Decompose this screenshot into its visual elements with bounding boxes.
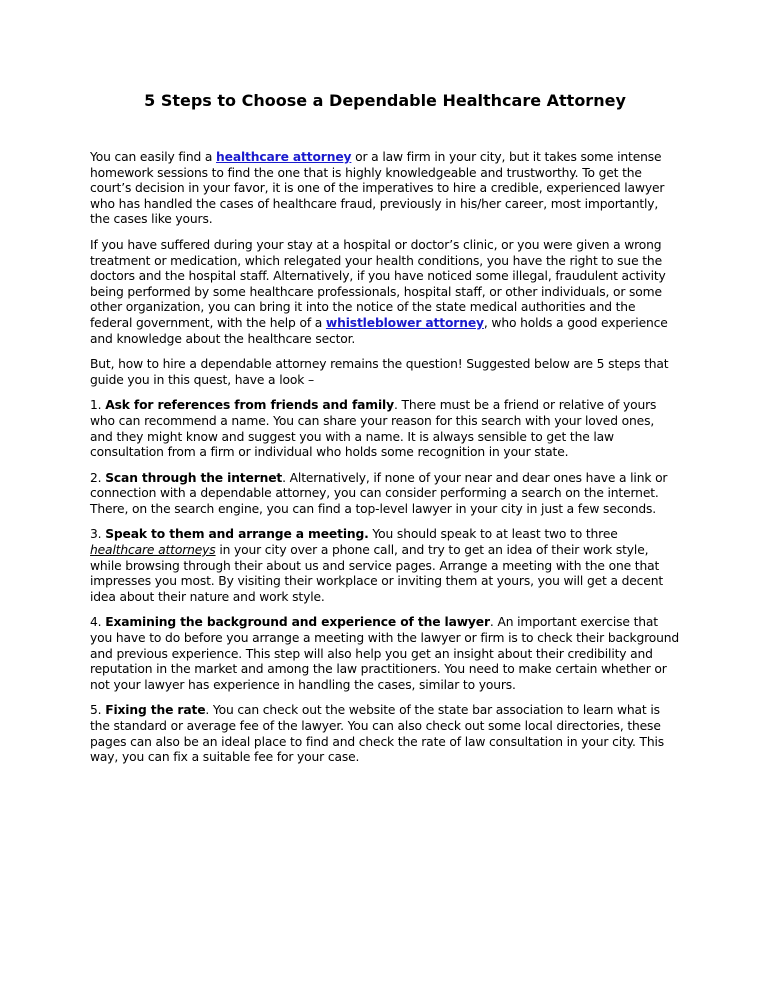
paragraph-text: or a law firm in your city, but it takes some intense homework sessions to find the one that is highly knowledgeable and trustworthy. To get the court’s decision in your favor, it is one of the imperatives to hire a credible, experienced lawyer who has handled the cases of healthcare fraud, previously in his/her career, most importantly, the cases like yours.	[90, 150, 665, 227]
step-heading: Ask for references from friends and family	[105, 398, 394, 413]
step-body: . An important exercise that you have to do before you arrange a meeting with the lawyer or firm is to check their background and previous experience. This step will also help you get an insight about their credibility and reputation in the market and among the law practitioners. You need to make certain whether or not your lawyer has experience in handling the cases, similar to yours.	[90, 615, 680, 692]
step-heading: Scan through the internet	[105, 470, 283, 485]
step-body: . There must be a friend or relative of yours who can recommend a name. You can share your reason for this search with your loved ones, and they might know and suggest you with a name. It is always sensible to get the law consultation from a firm or individual who holds some recognition in your state.	[90, 398, 657, 460]
healthcare-attorney-link[interactable]: healthcare attorney	[216, 150, 352, 164]
document-title: 5 Steps to Choose a Dependable Healthcare Attorney	[144, 91, 626, 110]
step-body: . Alternatively, if none of your near and dear ones have a link or connection with a dependable attorney, you can consider performing a search on the internet. There, on the search engine, you can find a top-level lawyer in your city in just a few seconds.	[90, 470, 668, 516]
whistleblower-attorney-link[interactable]: whistleblower attorney	[325, 315, 484, 330]
step-heading: Examining the background and experience of the lawyer	[105, 615, 490, 630]
step-number: 1.	[90, 398, 106, 413]
step-body: in your city over a phone call, and try to get an idea of their work style, while browsing through their about us and service pages. Arrange a meeting with the one that impresses you most. By visiting their workplace or inviting them at yours, you will get a decent idea about their nature and work style.	[90, 543, 664, 604]
paragraph-text: If you have suffered during your stay at a hospital or doctor’s clinic, or you were given a wrong treatment or medication, which relegated your health conditions, you have the right to sue the doctors and the hospital staff. Alternatively, if you have noticed some illegal, fraudulent activity being performed by some healthcare professionals, hospital staff, or other individuals, or some other organization, you can bring it into the notice of the state medical authorities and the federal government, with the help of a	[90, 237, 666, 330]
paragraph-intro	[90, 150, 680, 228]
step-4	[90, 615, 680, 693]
paragraph-steps-intro: But, how to hire a dependable attorney remains the question! Suggested below are 5 steps that guide you in this quest, have a look –	[90, 357, 669, 387]
step-heading: Fixing the rate	[105, 703, 206, 718]
document-page	[90, 90, 680, 776]
step-number: 4.	[90, 615, 106, 630]
paragraph-text: You can easily find a	[90, 150, 217, 164]
step-5	[90, 703, 680, 765]
paragraph-whistleblower	[90, 238, 680, 347]
step-2	[90, 471, 680, 518]
step-number: 2.	[90, 470, 106, 485]
step-heading: Speak to them and arrange a meeting.	[105, 527, 369, 542]
step-number: 3.	[90, 527, 106, 542]
paragraph-text: , who holds a good experience and knowledge about the healthcare sector.	[90, 315, 668, 346]
step-body: You should speak to at least two to three	[368, 527, 618, 542]
step-1	[90, 398, 680, 460]
step-3	[90, 527, 680, 605]
step-number: 5.	[90, 703, 106, 718]
healthcare-attorneys-link[interactable]: healthcare attorneys	[90, 543, 216, 558]
step-body: . You can check out the website of the state bar association to learn what is the standard or average fee of the lawyer. You can also check out some local directories, these pages can also be an ideal place to find and check the rate of law consultation in your city. This way, you can fix a suitable fee for your case.	[90, 703, 665, 765]
